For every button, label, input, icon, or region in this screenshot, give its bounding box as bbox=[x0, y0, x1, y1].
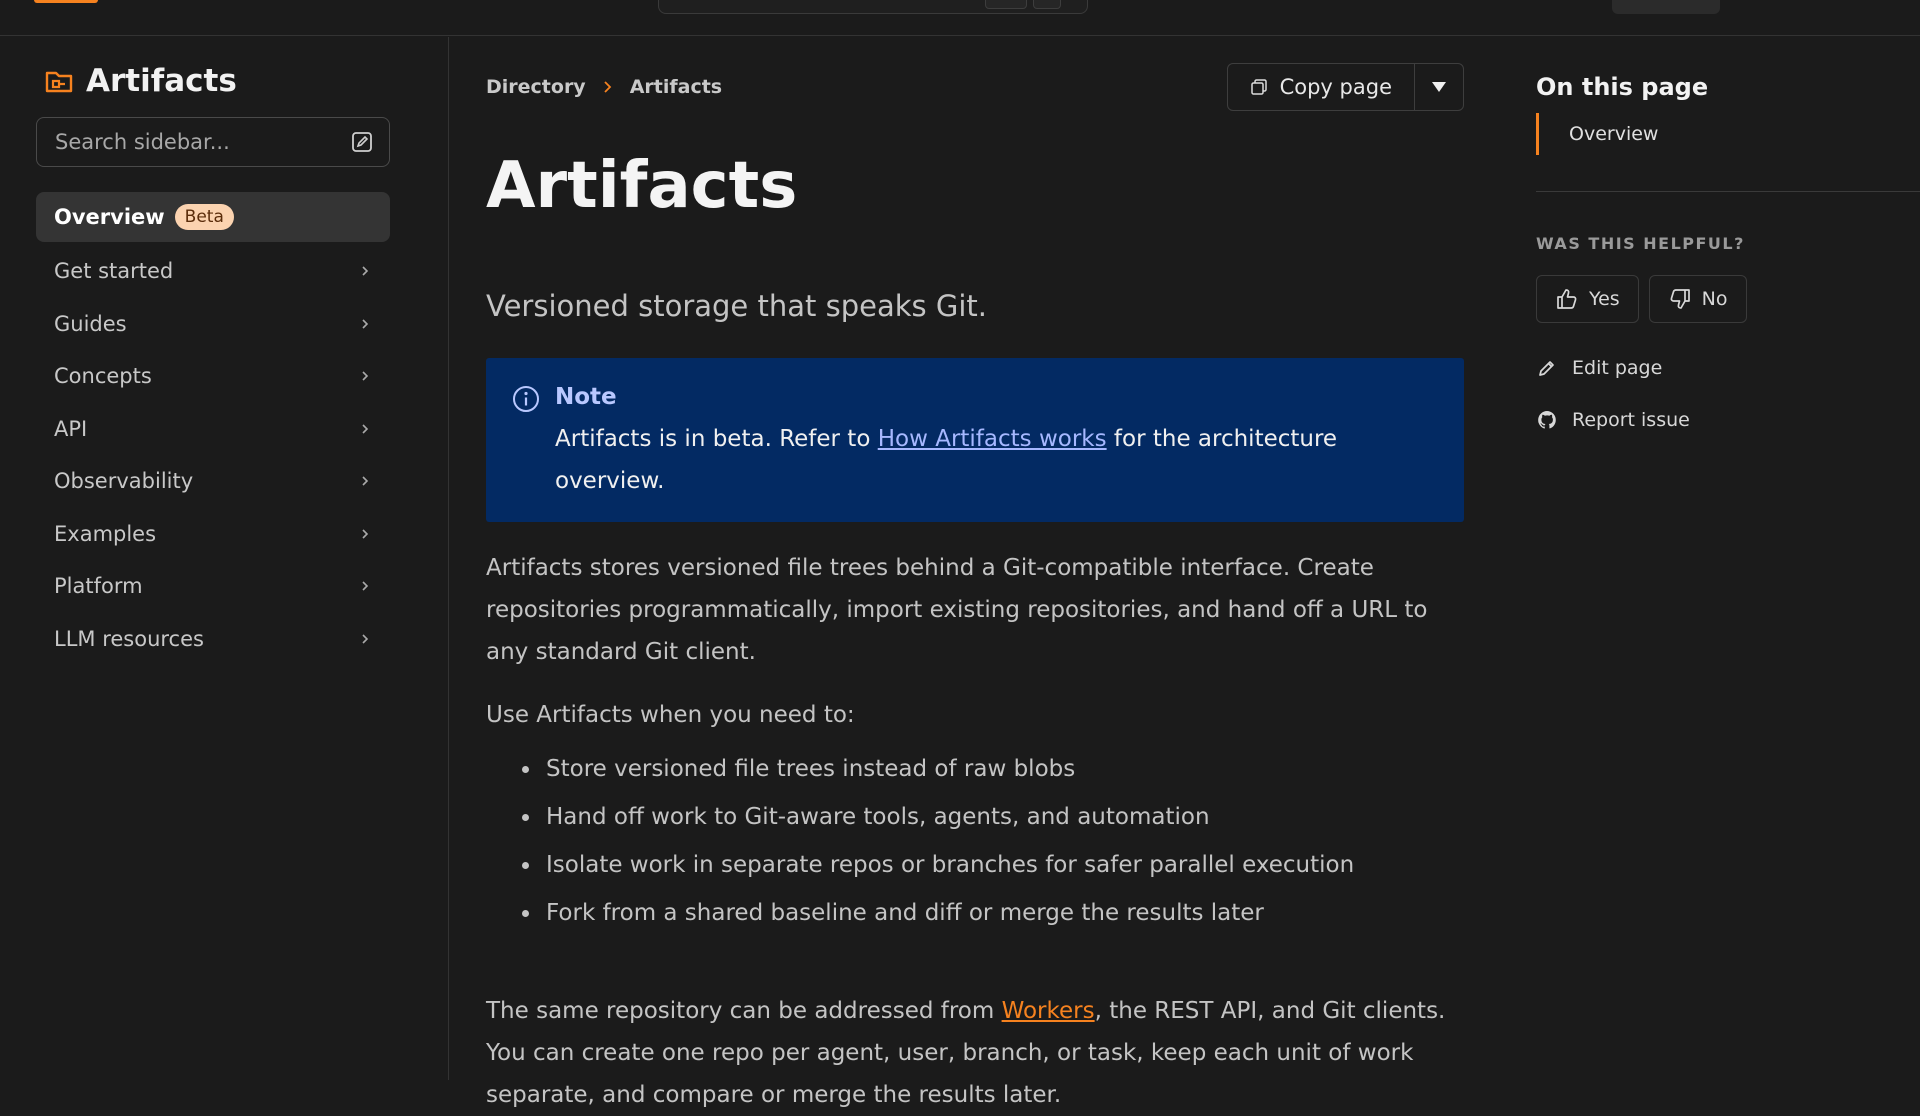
chevron-right-icon bbox=[358, 264, 372, 278]
list-item: Store versioned file trees instead of raw blobs bbox=[546, 745, 1446, 793]
caret-down-icon bbox=[1430, 80, 1448, 94]
workers-paragraph bbox=[486, 990, 1464, 1116]
global-search[interactable] bbox=[658, 0, 1088, 14]
breadcrumb-artifacts[interactable]: Artifacts bbox=[629, 76, 723, 98]
sidebar-item-label: Platform bbox=[54, 574, 143, 599]
note-text: Artifacts is in beta. Refer to bbox=[555, 426, 878, 452]
sidebar-item-platform[interactable] bbox=[36, 560, 390, 613]
sidebar-item-guides[interactable] bbox=[36, 298, 390, 351]
sidebar-item-label: API bbox=[54, 416, 88, 441]
note-callout bbox=[486, 358, 1464, 522]
thumbs-down-icon bbox=[1668, 287, 1692, 311]
toc-item-label: Overview bbox=[1569, 123, 1659, 145]
sidebar-item-observability[interactable] bbox=[36, 455, 390, 508]
list-item: Fork from a shared baseline and diff or merge the results later bbox=[546, 889, 1446, 937]
info-icon bbox=[512, 385, 540, 413]
kbd-hint bbox=[985, 0, 1027, 9]
copy-page-group bbox=[1227, 63, 1464, 111]
sidebar bbox=[0, 37, 449, 1080]
yes-label: Yes bbox=[1589, 288, 1620, 310]
sidebar-item-get-started[interactable] bbox=[36, 245, 390, 298]
chevron-right-icon bbox=[358, 579, 372, 593]
edit-page-label: Edit page bbox=[1572, 357, 1663, 379]
edit-page-link[interactable] bbox=[1536, 357, 1662, 379]
toc-item-overview[interactable] bbox=[1536, 113, 1658, 155]
copy-page-label: Copy page bbox=[1279, 75, 1392, 99]
pencil-icon bbox=[1536, 357, 1558, 379]
sidebar-item-llm-resources[interactable] bbox=[36, 613, 390, 666]
copy-options-dropdown[interactable] bbox=[1415, 64, 1463, 110]
top-bar bbox=[0, 0, 1920, 36]
chevron-right-icon bbox=[602, 80, 614, 94]
use-cases-list bbox=[546, 745, 1446, 937]
sidebar-title[interactable] bbox=[44, 63, 237, 99]
note-body bbox=[555, 418, 1435, 502]
feedback-buttons bbox=[1536, 275, 1747, 323]
page-subtitle: Versioned storage that speaks Git. bbox=[486, 289, 987, 323]
chevron-right-icon bbox=[358, 369, 372, 383]
sidebar-item-label: Guides bbox=[54, 311, 127, 336]
page-title: Artifacts bbox=[486, 149, 798, 223]
sidebar-item-api[interactable] bbox=[36, 403, 390, 456]
site-logo[interactable] bbox=[34, 0, 98, 3]
yes-button[interactable] bbox=[1536, 275, 1639, 323]
chevron-right-icon bbox=[358, 317, 372, 331]
use-when-paragraph: Use Artifacts when you need to: bbox=[486, 702, 855, 728]
no-label: No bbox=[1701, 288, 1728, 310]
report-issue-link[interactable] bbox=[1536, 409, 1690, 431]
thumbs-up-icon bbox=[1555, 287, 1579, 311]
paragraph-text: The same repository can be addressed from bbox=[486, 998, 1002, 1024]
sidebar-search[interactable] bbox=[36, 117, 390, 167]
workers-link[interactable]: Workers bbox=[1001, 998, 1095, 1024]
folder-icon bbox=[44, 66, 74, 96]
intro-paragraph: Artifacts stores versioned file trees behind a Git-compatible interface. Create repositories programmatically, import existing repositories, and hand off a URL to any standard Git client. bbox=[486, 555, 1428, 665]
list-item: Hand off work to Git-aware tools, agents, and automation bbox=[546, 793, 1446, 841]
note-text: for the architecture overview. bbox=[555, 426, 1338, 494]
sidebar-title-text: Artifacts bbox=[86, 63, 237, 99]
sidebar-item-overview[interactable] bbox=[36, 192, 390, 242]
sidebar-item-label: Concepts bbox=[54, 364, 152, 389]
breadcrumb-directory[interactable]: Directory bbox=[486, 76, 586, 98]
how-artifacts-works-link[interactable]: How Artifacts works bbox=[877, 426, 1107, 452]
sidebar-item-label: LLM resources bbox=[54, 626, 204, 651]
note-title: Note bbox=[555, 384, 617, 410]
divider bbox=[1536, 191, 1920, 192]
sidebar-item-label: Examples bbox=[54, 521, 157, 546]
edit-icon[interactable] bbox=[351, 131, 373, 153]
copy-icon bbox=[1250, 78, 1268, 96]
no-button[interactable] bbox=[1649, 275, 1747, 323]
sidebar-item-label: Get started bbox=[54, 259, 174, 284]
top-action-button[interactable] bbox=[1612, 0, 1720, 14]
report-issue-label: Report issue bbox=[1572, 409, 1690, 431]
on-this-page-title: On this page bbox=[1536, 73, 1709, 101]
sidebar-search-input[interactable] bbox=[55, 118, 345, 166]
chevron-right-icon bbox=[358, 474, 372, 488]
chevron-right-icon bbox=[358, 422, 372, 436]
sidebar-item-label: Observability bbox=[54, 469, 194, 494]
beta-badge: Beta bbox=[175, 204, 234, 230]
sidebar-nav bbox=[36, 192, 390, 665]
copy-page-button[interactable] bbox=[1228, 64, 1415, 110]
sidebar-item-label: Overview bbox=[54, 205, 165, 229]
helpful-heading: WAS THIS HELPFUL? bbox=[1536, 234, 1745, 253]
list-item: Isolate work in separate repos or branches for safer parallel execution bbox=[546, 841, 1446, 889]
github-icon bbox=[1536, 409, 1558, 431]
kbd-hint bbox=[1033, 0, 1061, 9]
paragraph-text: , the REST API, and Git clients. You can create one repo per agent, user, branch, or task, keep each unit of work separate, and compare or merge the results later. bbox=[486, 998, 1446, 1108]
sidebar-item-concepts[interactable] bbox=[36, 350, 390, 403]
sidebar-item-examples[interactable] bbox=[36, 508, 390, 561]
chevron-right-icon bbox=[358, 632, 372, 646]
chevron-right-icon bbox=[358, 527, 372, 541]
breadcrumb bbox=[486, 76, 722, 98]
